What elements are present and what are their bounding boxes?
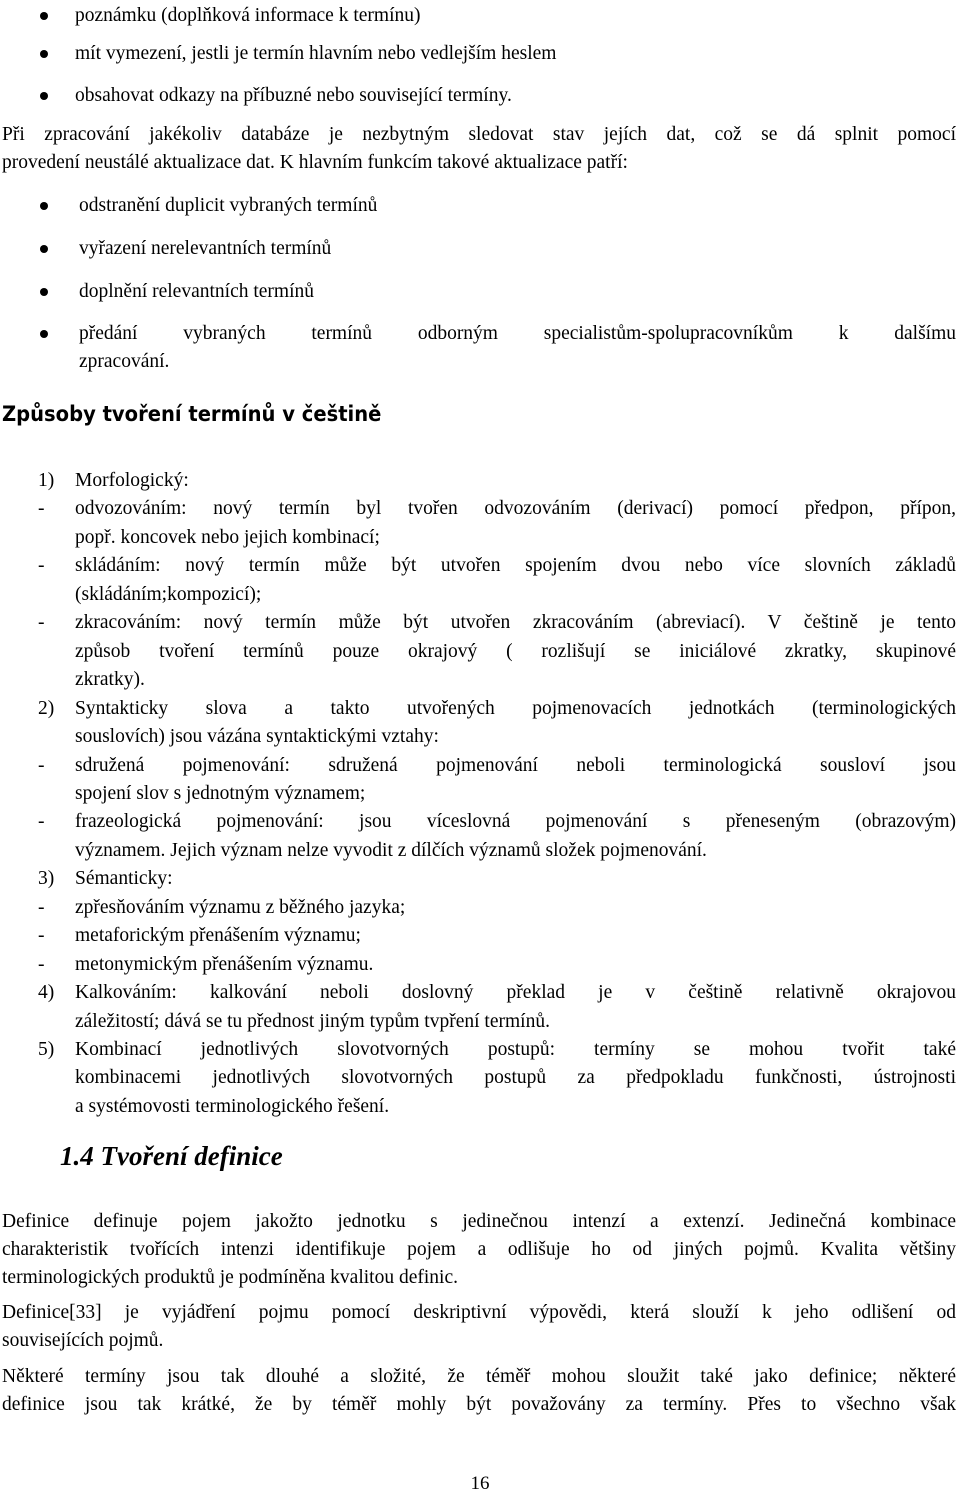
list-item-text: a systémovosti terminologického řešení. xyxy=(75,1095,390,1117)
list-dash: - xyxy=(38,811,45,833)
bullet-icon xyxy=(40,330,48,338)
list-item-text: Kombinací jednotlivých slovotvorných postupů: termíny se mohou tvořit také xyxy=(75,1039,956,1060)
list-item-text: Sémanticky: xyxy=(75,868,173,890)
list-item-text: sdružená pojmenování: sdružená pojmenování neboli terminologická sousloví jsou xyxy=(75,754,956,776)
list-item-text: metaforickým přenášením významu; xyxy=(75,925,361,947)
list-item-text: metonymickým přenášením významu. xyxy=(75,953,374,975)
list-number: 5) xyxy=(38,1039,55,1060)
bullet-icon xyxy=(40,12,48,20)
bullet-icon xyxy=(40,245,48,253)
list-item: obsahovat odkazy na příbuzné nebo související termíny. xyxy=(75,85,512,106)
paragraph-line: Definice[33] je vyjádření pojmu pomocí deskriptivní výpovědi, která slouží k jeho odlišení od xyxy=(2,1302,956,1323)
list-item: mít vymezení, jestli je termín hlavním nebo vedlejším heslem xyxy=(75,43,557,64)
list-dash: - xyxy=(38,953,45,975)
list-item-text: kombinacemi jednotlivých slovotvorných postupů za předpokladu funkčnosti, ústrojnosti xyxy=(75,1067,956,1089)
list-item-text: (skládáním;kompozicí); xyxy=(75,583,262,605)
paragraph-line: Některé termíny jsou tak dlouhé a složité, že téměř mohou sloužit také jako definice; některé xyxy=(2,1366,956,1387)
list-item: odstranění duplicit vybraných termínů xyxy=(79,195,378,216)
paragraph-line: charakteristik tvořících intenzi identifikuje pojem a odlišuje ho od jiných pojmů. Kvalita většiny xyxy=(2,1239,956,1260)
paragraph-line: terminologických produktů je podmíněna kvalitou definic. xyxy=(2,1267,458,1288)
list-item-text: souslovích) jsou vázána syntaktickými vztahy: xyxy=(75,726,439,748)
list-dash: - xyxy=(38,754,45,776)
list-item-text: zpřesňováním významu z běžného jazyka; xyxy=(75,896,406,918)
list-item-text: skládáním: nový termín může být utvořen spojením dvou nebo více slovních základů xyxy=(75,555,956,577)
paragraph-line: provedení neustálé aktualizace dat. K hlavním funkcím takové aktualizace patří: xyxy=(2,152,628,173)
bullet-icon xyxy=(40,288,48,296)
list-dash: - xyxy=(38,896,45,918)
list-dash: - xyxy=(38,612,45,634)
list-item-text: popř. koncovek nebo jejich kombinací; xyxy=(75,526,380,548)
bullet-icon xyxy=(40,202,48,210)
list-item-text: frazeologická pojmenování: jsou víceslovná pojmenování s přeneseným (obrazovým) xyxy=(75,811,956,833)
list-item: poznámku (doplňková informace k termínu) xyxy=(75,5,421,26)
list-item: zpracování. xyxy=(79,351,170,372)
bullet-icon xyxy=(40,50,48,58)
list-item-text: Kalkováním: kalkování neboli doslovný překlad je v češtině relativně okrajovou xyxy=(75,982,956,1004)
list-dash: - xyxy=(38,555,45,577)
subsection-heading: 1.4 Tvoření definice xyxy=(60,1141,283,1171)
paragraph-line: definice jsou tak krátké, že by téměř mohly být považovány za termíny. Přes to všechno však xyxy=(2,1394,956,1415)
bullet-icon xyxy=(40,92,48,100)
list-number: 1) xyxy=(38,470,55,491)
list-item-text: Morfologický: xyxy=(75,470,189,491)
list-item: vyřazení nerelevantních termínů xyxy=(79,238,332,259)
list-item-text: způsob tvoření termínů pouze okrajový ( rozlišují se iniciálové zkratky, skupinové xyxy=(75,640,956,662)
list-item-text: záležitostí; dává se tu přednost jiným typům tvpření termínů. xyxy=(75,1010,550,1032)
list-number: 2) xyxy=(38,697,55,719)
list-item-text: zkracováním: nový termín může být utvořen zkracováním (abreviací). V češtině je tento xyxy=(75,612,956,634)
paragraph-line: souvisejících pojmů. xyxy=(2,1330,164,1351)
list-item-text: spojení slov s jednotným významem; xyxy=(75,782,366,804)
list-item: předání vybraných termínů odborným specialistům-spolupracovníkům k dalšímu xyxy=(79,323,956,344)
list-item-text: významem. Jejich význam nelze vyvodit z dílčích významů složek pojmenování. xyxy=(75,839,707,861)
list-number: 3) xyxy=(38,868,55,890)
paragraph-line: Definice definuje pojem jakožto jednotku s jedinečnou intenzí a extenzí. Jedinečná kombinace xyxy=(2,1211,956,1232)
list-number: 4) xyxy=(38,982,55,1004)
list-dash: - xyxy=(38,925,45,947)
list-item-text: zkratky). xyxy=(75,669,145,691)
paragraph-line: Při zpracování jakékoliv databáze je nezbytným sledovat stav jejích dat, což se dá splnit pomocí xyxy=(2,124,956,145)
list-dash: - xyxy=(38,498,45,520)
page-number: 16 xyxy=(470,1473,490,1494)
list-item-text: odvozováním: nový termín byl tvořen odvozováním (derivací) pomocí předpon, přípon, xyxy=(75,498,956,520)
list-item-text: Syntakticky slova a takto utvořených pojmenovacích jednotkách (terminologických xyxy=(75,697,956,719)
list-item: doplnění relevantních termínů xyxy=(79,281,315,302)
section-heading: Způsoby tvoření termínů v češtině xyxy=(2,402,382,426)
